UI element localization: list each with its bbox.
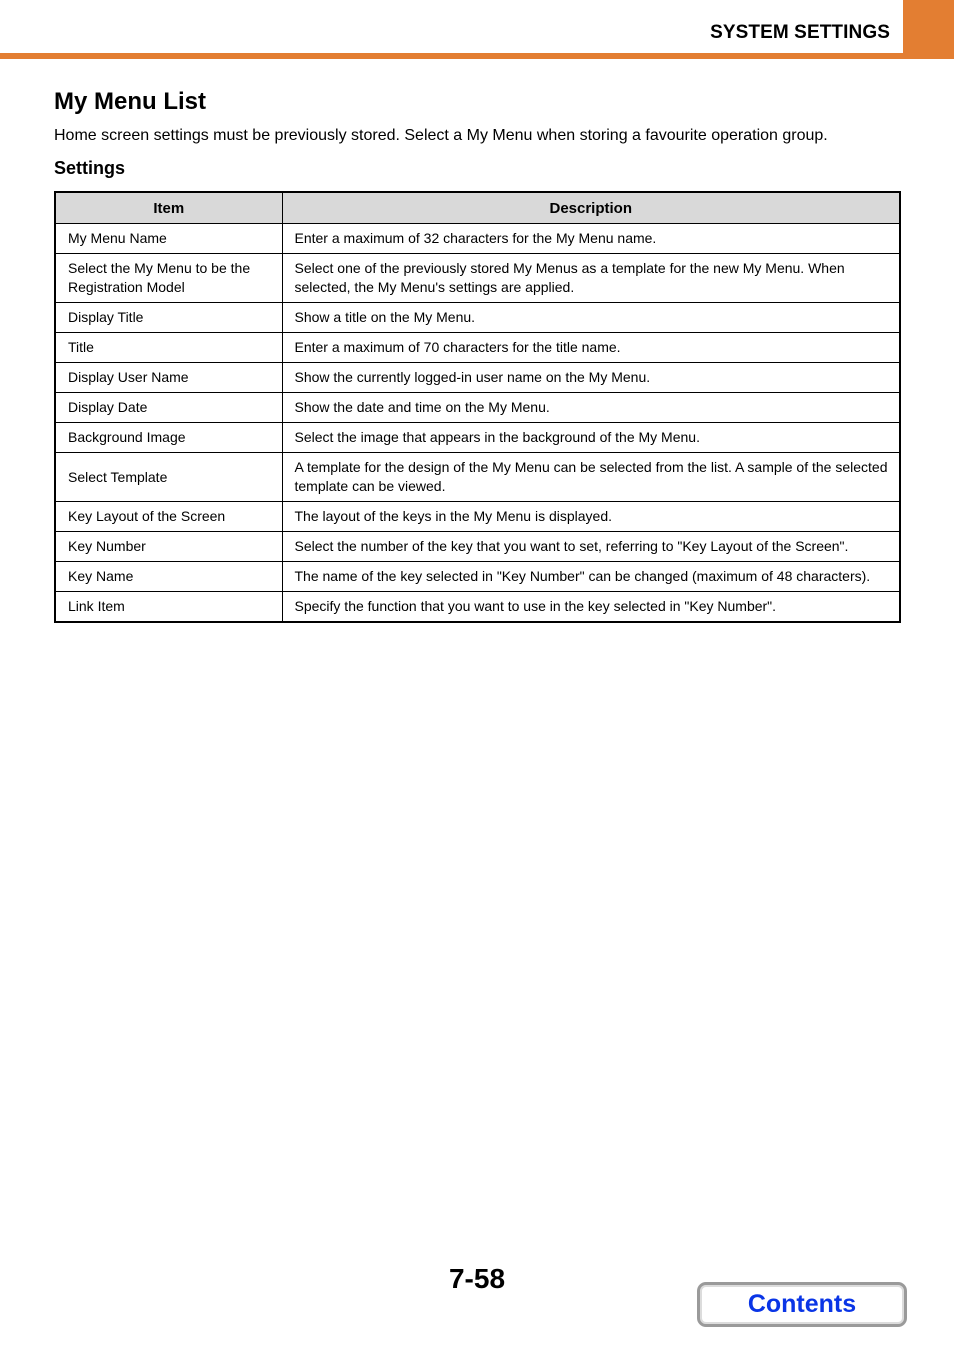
- table-row: [55, 393, 900, 423]
- table-row: [55, 224, 900, 254]
- table-row: [55, 562, 900, 592]
- page-number: 7-58: [448, 1263, 506, 1294]
- row-description: Select the image that appears in the background of the My Menu.: [282, 423, 900, 453]
- row-description: Show the date and time on the My Menu.: [282, 393, 900, 423]
- header-rule: [0, 53, 954, 59]
- table-row: [55, 453, 900, 502]
- row-item: My Menu Name: [55, 224, 282, 254]
- table-row: [55, 423, 900, 453]
- intro-paragraph: Home screen settings must be previously stored. Select a My Menu when storing a favourite operation group.: [54, 127, 828, 144]
- page-title: My Menu List: [54, 88, 207, 115]
- settings-table: [54, 191, 901, 623]
- column-header-item: Item: [55, 192, 282, 224]
- row-item: Display Date: [55, 393, 282, 423]
- row-item: Display Title: [55, 303, 282, 333]
- row-item: Key Name: [55, 562, 282, 592]
- table-row: [55, 592, 900, 623]
- row-description: Specify the function that you want to use in the key selected in "Key Number".: [282, 592, 900, 623]
- contents-button[interactable]: Contents: [697, 1282, 907, 1327]
- row-item: Key Number: [55, 532, 282, 562]
- row-description: The layout of the keys in the My Menu is displayed.: [282, 502, 900, 532]
- row-item: Select Template: [55, 453, 282, 502]
- section-header-label: SYSTEM SETTINGS: [710, 22, 890, 43]
- row-description: Enter a maximum of 32 characters for the My Menu name.: [282, 224, 900, 254]
- table-header-row: [55, 192, 900, 224]
- table-row: [55, 502, 900, 532]
- row-item: Link Item: [55, 592, 282, 623]
- table-row: [55, 333, 900, 363]
- row-description: Select the number of the key that you want to set, referring to "Key Layout of the Screen".: [282, 532, 900, 562]
- row-item: Background Image: [55, 423, 282, 453]
- row-item: Key Layout of the Screen: [55, 502, 282, 532]
- row-description: A template for the design of the My Menu can be selected from the list. A sample of the selected template can be viewed.: [282, 453, 900, 502]
- row-item: Display User Name: [55, 363, 282, 393]
- row-description: The name of the key selected in "Key Number" can be changed (maximum of 48 characters).: [282, 562, 900, 592]
- table-row: [55, 254, 900, 303]
- row-description: Select one of the previously stored My Menus as a template for the new My Menu. When selected, the My Menu's settings are applied.: [282, 254, 900, 303]
- row-description: Show a title on the My Menu.: [282, 303, 900, 333]
- column-header-description: Description: [282, 192, 900, 224]
- header-tab-marker: [903, 0, 954, 55]
- row-item: Title: [55, 333, 282, 363]
- table-row: [55, 532, 900, 562]
- table-row: [55, 303, 900, 333]
- row-description: Show the currently logged-in user name on the My Menu.: [282, 363, 900, 393]
- row-description: Enter a maximum of 70 characters for the title name.: [282, 333, 900, 363]
- section-title: Settings: [54, 158, 126, 178]
- table-row: [55, 363, 900, 393]
- row-item: Select the My Menu to be the Registration Model: [55, 254, 282, 303]
